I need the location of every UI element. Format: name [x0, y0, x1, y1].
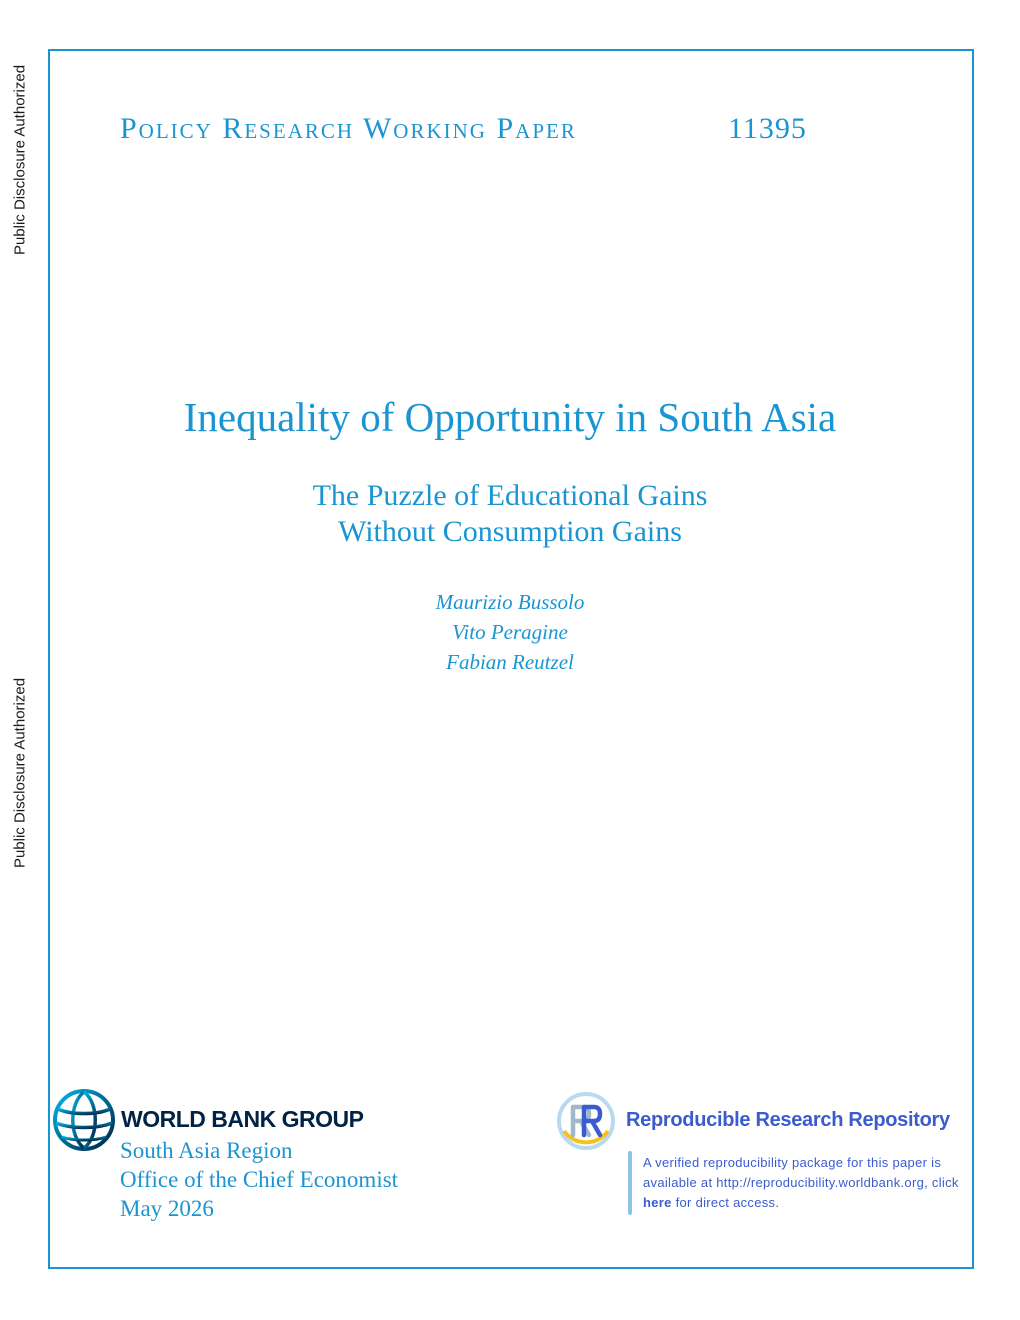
- series-title: Policy Research Working Paper: [120, 112, 577, 145]
- rr-logo-icon: [556, 1091, 616, 1151]
- repository-name: Reproducible Research Repository: [626, 1109, 950, 1131]
- author-list: [0, 587, 1020, 677]
- paper-title: Inequality of Opportunity in South Asia: [183, 394, 837, 440]
- world-bank-group-wordmark: WORLD BANK GROUP: [121, 1106, 364, 1132]
- office-label: Office of the Chief Economist: [120, 1167, 399, 1192]
- subtitle-line-2: Without Consumption Gains: [338, 515, 682, 548]
- subtitle-line-1: The Puzzle of Educational Gains: [312, 479, 708, 512]
- paper-subtitle: [0, 478, 1020, 550]
- public-disclosure-label-top: Public Disclosure Authorized: [11, 64, 29, 256]
- author-name: Fabian Reutzel: [446, 650, 574, 674]
- repository-divider: [628, 1151, 632, 1215]
- globe-icon: [53, 1089, 115, 1151]
- repository-text: A verified reproducibility package for this paper is available at http://reproducibility.worldbank.org, click: [643, 1155, 959, 1190]
- repository-text-end: for direct access.: [671, 1195, 780, 1210]
- repository-link[interactable]: here: [643, 1195, 672, 1210]
- public-disclosure-label-bottom: Public Disclosure Authorized: [11, 677, 29, 869]
- region-label: South Asia Region: [120, 1138, 293, 1163]
- repository-description: [643, 1153, 963, 1213]
- publication-info: [120, 1136, 398, 1223]
- author-name: Maurizio Bussolo: [435, 590, 585, 614]
- author-name: Vito Peragine: [452, 620, 568, 644]
- publication-date: May 2026: [120, 1196, 214, 1221]
- paper-number: 11395: [728, 112, 807, 145]
